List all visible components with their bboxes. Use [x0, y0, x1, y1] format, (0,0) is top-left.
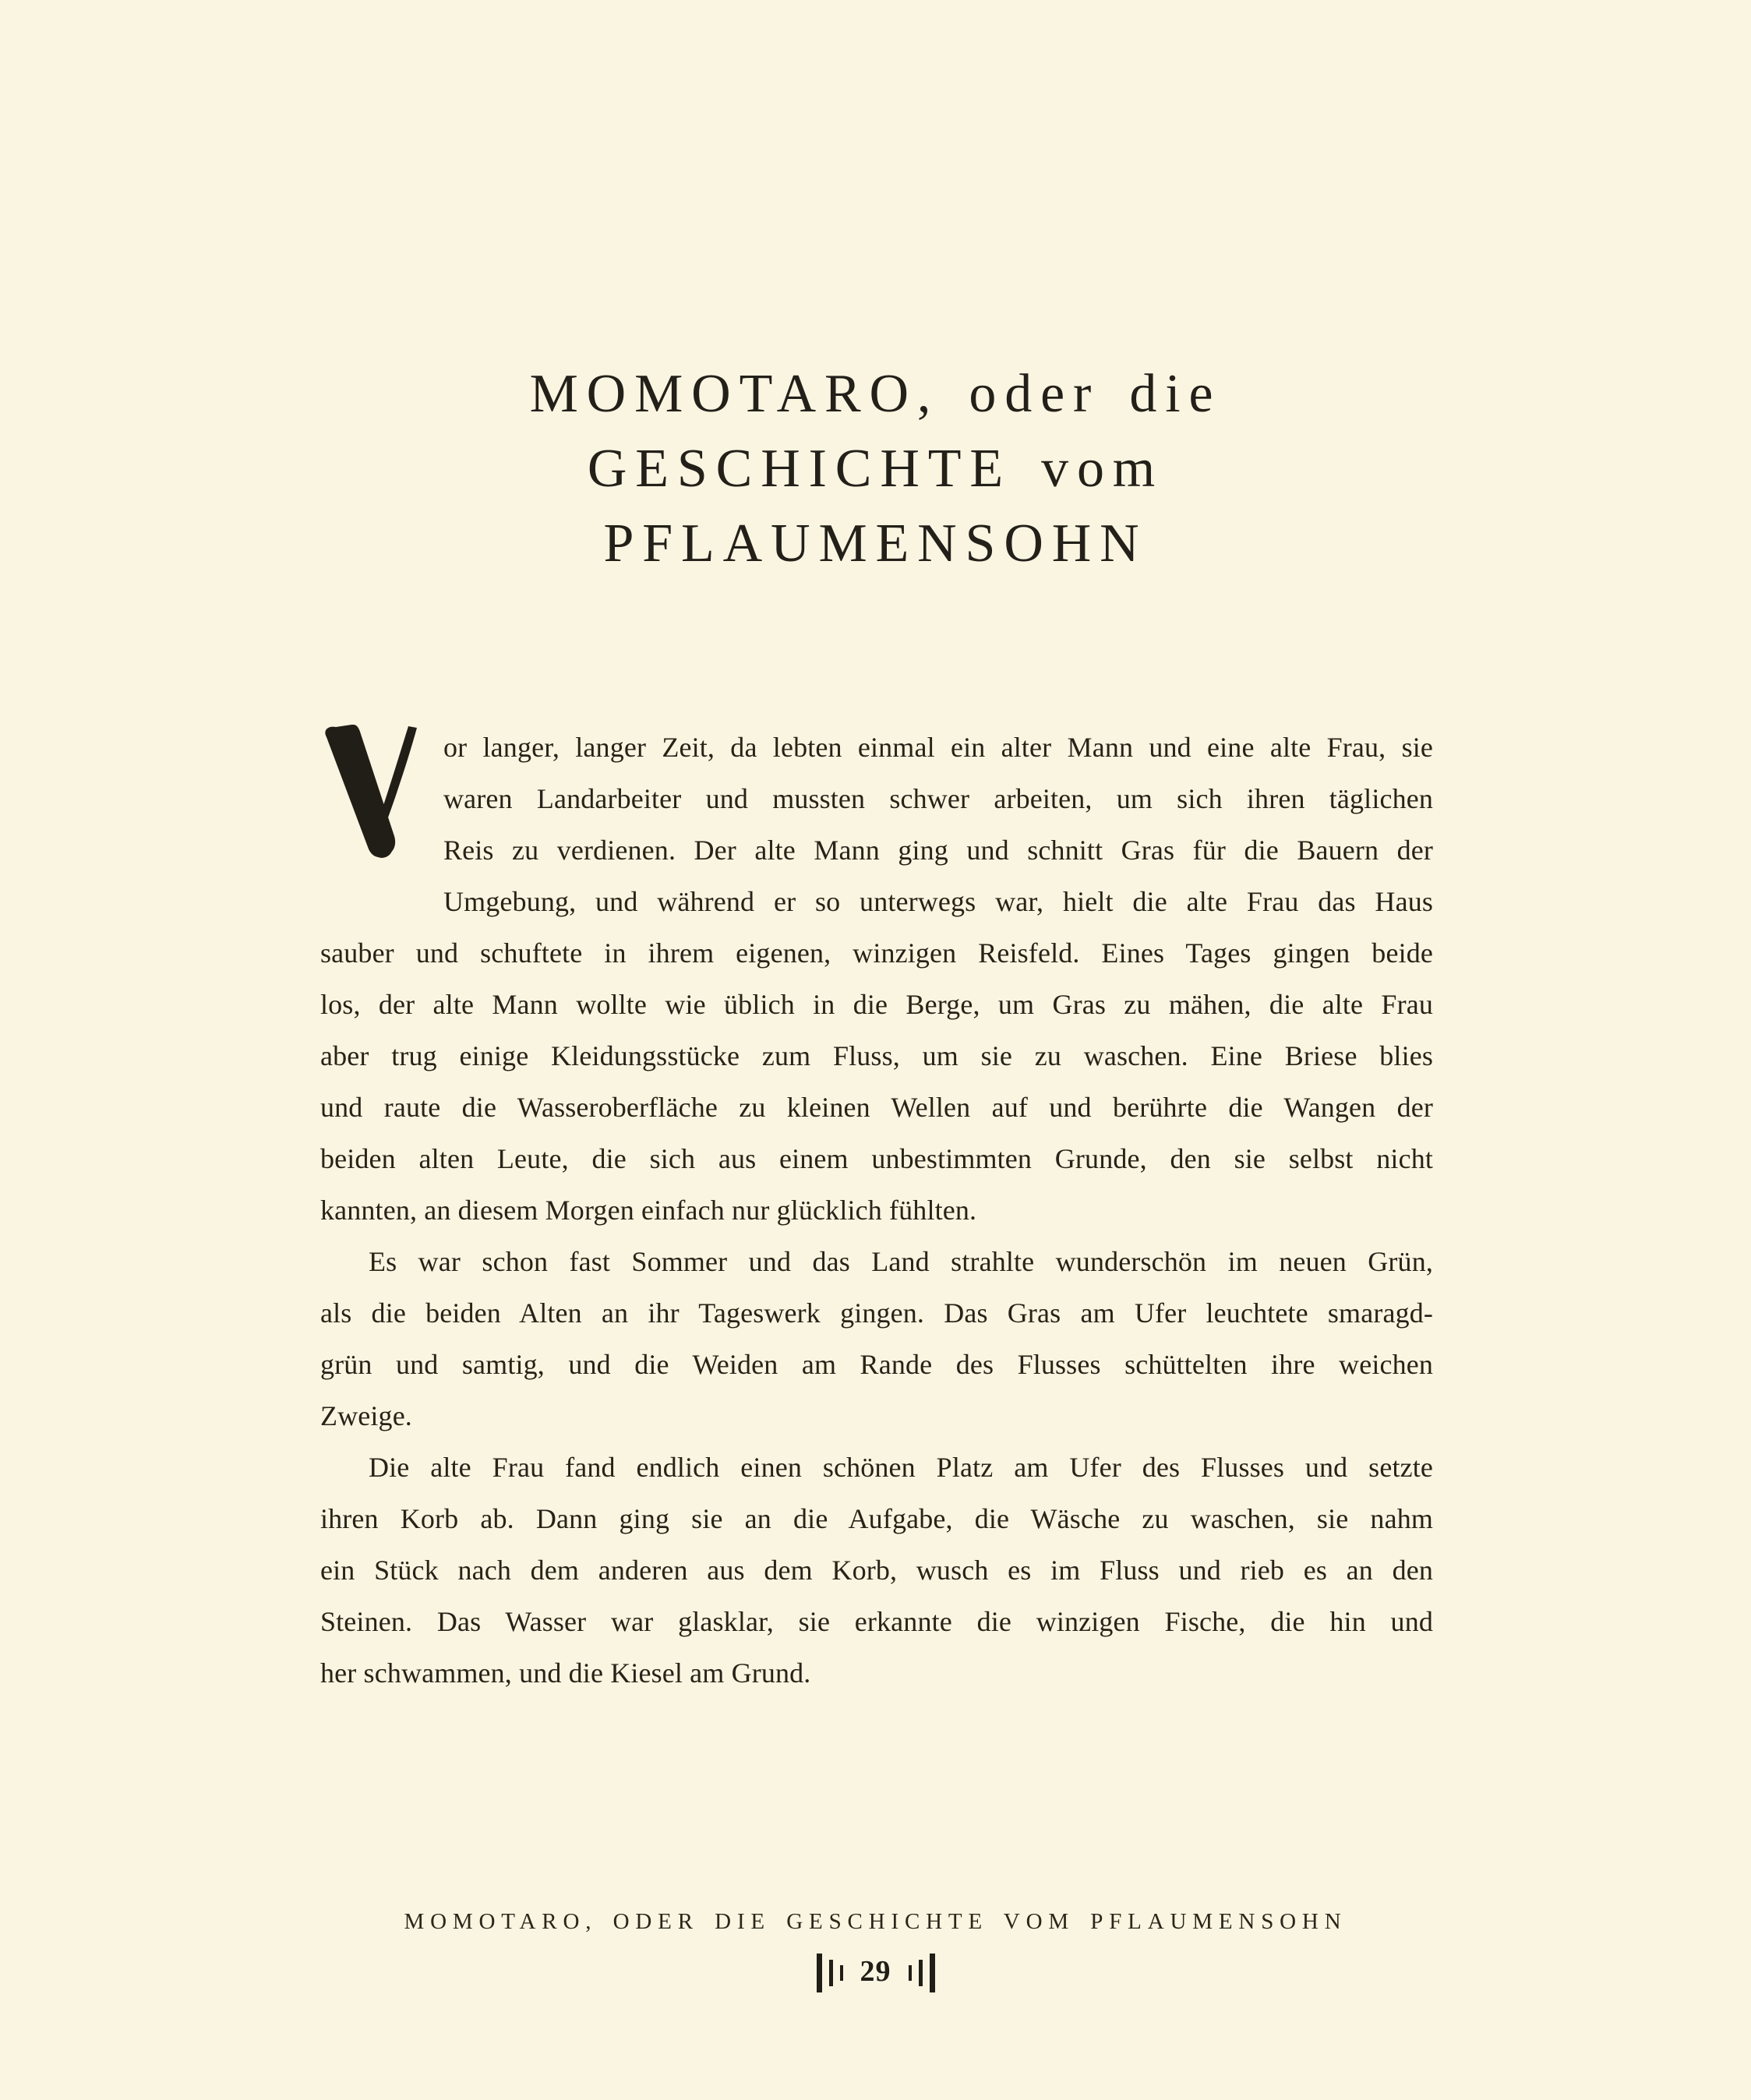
chapter-title-line: GESCHICHTE vom [587, 439, 1164, 499]
page-number: 29 [860, 1955, 891, 1988]
text-line: ein Stück nach dem anderen aus dem Korb, wusch es im Fluss und rieb es an den [320, 1555, 1433, 1586]
text-line: Es war schon fast Sommer und das Land strahlte wunderschön im neuen Grün, [369, 1246, 1433, 1277]
folio-ornament-bar [930, 1954, 935, 1992]
text-line: or langer, langer Zeit, da lebten einmal ein alter Mann und eine alte Frau, sie [443, 732, 1433, 763]
text-line: her schwammen, und die Kiesel am Grund. [320, 1657, 811, 1689]
text-line: ihren Korb ab. Dann ging sie an die Aufgabe, die Wäsche zu waschen, sie nahm [320, 1503, 1433, 1534]
folio-ornament-bar [909, 1965, 912, 1981]
chapter-title-line: MOMOTARO, oder die [529, 364, 1222, 424]
paragraph [320, 1442, 1433, 1699]
text-line: sauber und schuftete in ihrem eigenen, winzigen Reisfeld. Eines Tages gingen beide [320, 937, 1433, 969]
text-line: Steinen. Das Wasser war glasklar, sie erkannte die winzigen Fische, die hin und [320, 1606, 1433, 1637]
chapter-title [0, 357, 1751, 581]
folio [0, 1948, 1751, 1998]
text-line: los, der alte Mann wollte wie üblich in die Berge, um Gras zu mähen, die alte Frau [320, 989, 1433, 1020]
folio-ornament-bar [840, 1965, 843, 1981]
text-line: Reis zu verdienen. Der alte Mann ging und schnitt Gras für die Bauern der [443, 835, 1433, 866]
folio-ornament-bar [829, 1960, 833, 1986]
drop-cap-v-icon [320, 725, 420, 862]
text-line: waren Landarbeiter und mussten schwer arbeiten, um sich ihren täglichen [443, 783, 1433, 814]
running-head: MOMOTARO, ODER DIE GESCHICHTE VOM PFLAUMENSOHN [404, 1909, 1347, 1934]
text-line: und raute die Wasseroberfläche zu kleinen Wellen auf und berührte die Wangen der [320, 1092, 1433, 1123]
text-line: Umgebung, und während er so unterwegs war, hielt die alte Frau das Haus [443, 886, 1433, 917]
text-line: grün und samtig, und die Weiden am Rande des Flusses schüttelten ihre weichen [320, 1349, 1433, 1380]
text-line: aber trug einige Kleidungsstücke zum Fluss, um sie zu waschen. Eine Briese blies [320, 1040, 1433, 1071]
paragraph [320, 722, 1433, 1236]
drop-cap [320, 722, 443, 927]
text-line: als die beiden Alten an ihr Tageswerk gingen. Das Gras am Ufer leuchtete smaragd- [320, 1297, 1433, 1329]
chapter-title-line: PFLAUMENSOHN [603, 514, 1148, 574]
body-text [320, 722, 1433, 1699]
folio-ornament-bar [817, 1954, 822, 1992]
folio-ornament-bar [919, 1960, 923, 1986]
paragraph [320, 1236, 1433, 1442]
text-line: beiden alten Leute, die sich aus einem unbestimmten Grunde, den sie selbst nicht [320, 1143, 1433, 1174]
text-line: Die alte Frau fand endlich einen schönen Platz am Ufer des Flusses und setzte [369, 1452, 1433, 1483]
text-line: kannten, an diesem Morgen einfach nur glücklich fühlten. [320, 1195, 977, 1226]
text-line: Zweige. [320, 1400, 412, 1431]
